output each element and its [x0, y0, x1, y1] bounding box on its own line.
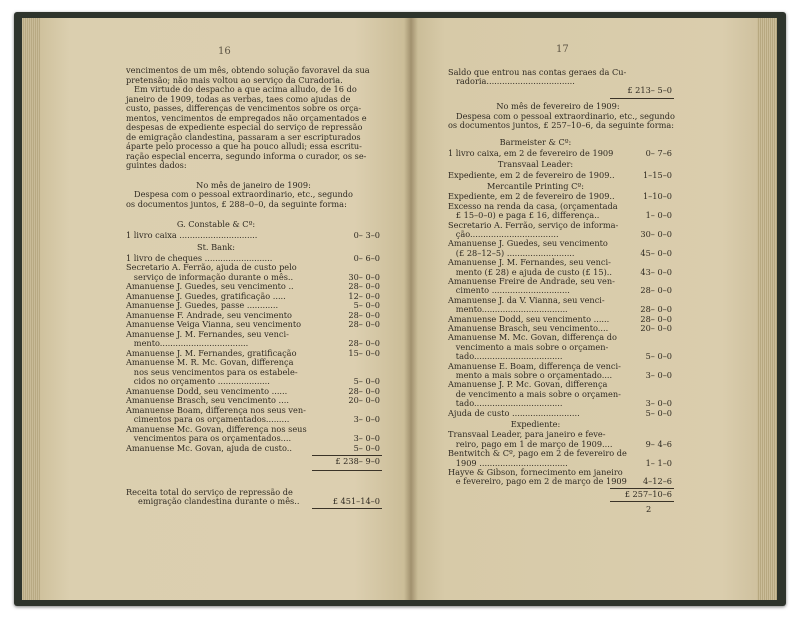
ledger-entry: Secretario A. Ferrão, ajuda de custo pelo — [126, 262, 297, 272]
receita-line: Receita total do serviço de repressão de — [126, 486, 293, 497]
entry-amount: 3– 0–0 — [645, 398, 672, 409]
entry-amount: 0– 6–0 — [353, 252, 380, 263]
paragraph-line: mentos, vencimentos de empregados não orçamentados e — [126, 112, 367, 123]
saldo-amount: £ 213– 5–0 — [627, 84, 672, 95]
paragraph-line: Despesa com o pessoal extraordinario, etc., segundo — [134, 189, 353, 199]
entry-amount: 45– 0–0 — [640, 247, 672, 258]
paragraph-line: os documentos juntos, £ 288–0–0, da seguinte forma: — [126, 198, 347, 209]
entry-amount: 3– 0–0 — [645, 370, 672, 380]
ledger-entry: Bentwitch & Cº, pago em 2 de fevereiro de — [448, 448, 627, 459]
entry-amount: 1– 1–0 — [645, 457, 672, 468]
ledger-entry: (£ 28–12–5) .......................... — [448, 247, 575, 258]
ledger-entry: £ 15–0–0) e paga £ 16, differença.. — [448, 210, 600, 221]
ledger-entry: Amanuense J. Guedes, gratificação ..... — [126, 290, 286, 301]
ledger-entry: mento a mais sobre o orçamentado.... — [448, 370, 613, 380]
entry-amount: 0– 7–6 — [645, 147, 672, 158]
ledger-entry: Amanuense Mc. Govan, differença nos seus — [126, 423, 307, 434]
total-rule — [610, 98, 674, 99]
entry-heading: Expediente: — [510, 419, 561, 429]
ledger-entry: mento................................. — [448, 304, 568, 315]
page-edges-right — [755, 18, 777, 600]
entry-amount: 1– 0–0 — [645, 210, 672, 221]
entry-amount: 28– 0–0 — [348, 338, 380, 348]
ledger-entry: 1909 .................................. — [448, 457, 568, 468]
entry-amount: 28– 0–0 — [348, 309, 380, 320]
ledger-entry: Amanuense J. P. Mc. Govan, differença — [448, 379, 608, 390]
ledger-entry: Expediente, em 2 de fevereiro de 1909.. — [448, 169, 615, 180]
entry-amount: 5– 0–0 — [645, 407, 672, 418]
ledger-entry: Secretario A. Ferrão, serviço de informa- — [448, 219, 619, 230]
entry-amount: 30– 0–0 — [640, 229, 672, 239]
ledger-entry: Excesso na renda da casa, (orçamentada — [448, 200, 618, 211]
entry-amount: 5– 0–0 — [353, 442, 380, 453]
entry-amount: 4–12–6 — [642, 476, 672, 487]
ledger-entry: mento (£ 28) e ajuda de custo (£ 15).. — [448, 266, 612, 277]
ledger-entry: Amanuense Dodd, seu vencimento ...... — [126, 385, 288, 396]
ledger-entry: Amanuense J. Guedes, seu vencimento .. — [126, 281, 294, 291]
ledger-entry: Amanuense J. da V. Vianna, seu venci- — [448, 294, 605, 305]
ledger-entry: Amanuense Mc. Govan, ajuda de custo.. — [126, 442, 292, 453]
paragraph-line: Em virtude do despacho a que acima alludo, de 16 do — [134, 84, 357, 94]
ledger-entry: tado.................................. — [448, 398, 563, 409]
entry-amount: 28– 0–0 — [640, 313, 672, 324]
entry-amount: 20– 0–0 — [640, 323, 672, 333]
ledger-entry: e fevereiro, pago em 2 de março de 1909 — [448, 476, 627, 487]
ledger-entry: Amanuense Dodd, seu vencimento ...... — [448, 313, 610, 324]
ledger-entry: Amanuense J. M. Fernandes, seu venci- — [126, 328, 289, 339]
ledger-entry: Amanuense Brasch, seu vencimento.... — [448, 323, 609, 333]
entry-amount: 1–10–0 — [642, 191, 672, 202]
entry-heading: Mercantile Printing Cº: — [486, 181, 585, 191]
ledger-entry: 1 livro caixa .............................. — [126, 229, 258, 240]
paragraph-line: guintes dados: — [126, 160, 187, 170]
entry-amount: 28– 0–0 — [640, 285, 672, 296]
right-page — [410, 18, 757, 600]
paragraph-line: custo, passes, differenças de vencimentos sobre os orça- — [126, 103, 362, 113]
paragraph-line: ração especial encerra, segundo informa o curador, os se- — [126, 150, 367, 161]
entry-amount: 43– 0–0 — [640, 266, 672, 277]
subtotal-amount: £ 238– 9–0 — [335, 456, 380, 466]
page-number: 16 — [218, 46, 231, 57]
entry-amount: 3– 0–0 — [353, 414, 380, 424]
entry-amount: 5– 0–0 — [645, 351, 672, 362]
paragraph-line: despesas de expediente especial do serviço de repressão — [126, 122, 363, 132]
page-edges-left — [22, 18, 42, 600]
entry-heading: G. Constable & Cº: — [176, 219, 256, 229]
entry-amount: 5– 0–0 — [353, 376, 380, 386]
ledger-entry: tado.................................. — [448, 351, 563, 362]
entry-amount: 5– 0–0 — [353, 300, 380, 310]
paragraph-line: áparte pelo processo a que ha pouco alludi; essa escritu- — [126, 141, 362, 151]
entry-amount: 0– 3–0 — [353, 229, 380, 240]
book-gutter — [404, 18, 418, 600]
saldo-line: Saldo que entrou nas contas geraes da Cu- — [448, 67, 627, 77]
entry-amount: 28– 0–0 — [348, 319, 380, 329]
saldo-line: radoria.................................. — [456, 76, 575, 87]
ledger-entry: Amanuense J. M. Fernandes, gratificação — [126, 347, 297, 358]
paragraph-line: os documentos juntos, £ 257–10–6, da seguinte forma: — [448, 120, 675, 130]
ledger-entry: ção.................................. — [448, 229, 559, 239]
ledger-entry: Hayve & Gibson, fornecimento em janeiro — [448, 467, 623, 477]
ledger-entry: nos seus vencimentos para os estabele- — [126, 366, 298, 377]
entry-amount: 20– 0–0 — [348, 395, 380, 405]
entry-heading: St. Bank: — [197, 242, 235, 252]
ledger-entry: vencimento a mais sobre o orçamen- — [448, 341, 609, 352]
ledger-entry: reiro, pago em 1 de março de 1909.... — [448, 438, 613, 449]
ledger-entry: serviço de informação durante o mês.. — [126, 271, 294, 282]
receita-amount: £ 451–14–0 — [332, 496, 380, 506]
paragraph-line: pretensão; não mais voltou ao serviço da Curadoria. — [126, 74, 343, 85]
ledger-entry: mento.................................. — [126, 338, 249, 348]
ledger-entry: Transvaal Leader, para janeiro e feve- — [448, 429, 606, 440]
entry-amount: 30– 0–0 — [348, 271, 380, 282]
ledger-entry: cimentos para os orçamentados......... — [126, 414, 290, 424]
total-amount: £ 257–10–6 — [624, 488, 672, 499]
ledger-entry: Amanuense Brasch, seu vencimento .... — [126, 395, 289, 405]
paragraph-line: janeiro de 1909, todas as verbas, taes como ajudas de — [126, 93, 351, 104]
ledger-entry: Amanuense F. Andrade, seu vencimento — [126, 309, 292, 320]
ledger-entry: de vencimento a mais sobre o orçamen- — [448, 388, 621, 399]
paragraph-line: Despesa com o pessoal extraordinario, etc., segundo — [456, 110, 675, 121]
paragraph-line: de emigração clandestina, passaram a ser escripturados — [126, 131, 361, 142]
month-heading: No mês de fevereiro de 1909: — [496, 101, 620, 112]
ledger-entry: 1 livro de cheques .......................... — [126, 252, 273, 263]
entry-amount: 28– 0–0 — [348, 385, 380, 396]
ledger-entry: Amanuense M. Mc. Govan, differença do — [448, 332, 617, 343]
entry-amount: 3– 0–0 — [353, 433, 380, 443]
month-heading: No mês de janeiro de 1909: — [196, 179, 311, 190]
entry-heading: Barmeister & Cº: — [499, 137, 572, 148]
ledger-entry: vencimentos para os orçamentados.... — [126, 433, 292, 443]
ledger-entry: Ajuda de custo .......................... — [448, 407, 580, 418]
ledger-entry: Amanuense Boam, differença nos seus ven- — [126, 404, 306, 415]
ledger-entry: Amanuense Freire de Andrade, seu ven- — [448, 276, 615, 286]
ledger-entry: cidos no orçamento .................... — [126, 376, 270, 386]
ledger-entry: Amanuense Veiga Vianna, seu vencimento — [126, 319, 302, 329]
ledger-entry: Amanuense M. R. Mc. Govan, differença — [126, 357, 294, 367]
paragraph-line: vencimentos de um mês, obtendo solução favoravel da sua — [126, 65, 370, 75]
page-number: 17 — [556, 44, 569, 55]
entry-amount: 15– 0–0 — [348, 347, 380, 358]
entry-amount: 9– 4–6 — [645, 438, 672, 449]
total-rule — [610, 501, 674, 502]
entry-amount: 12– 0–0 — [348, 290, 380, 301]
total-rule — [312, 508, 382, 509]
entry-heading: Transvaal Leader: — [497, 159, 574, 170]
receita-line: emigração clandestina durante o mês.. — [138, 496, 300, 506]
ledger-entry: Amanuense J. Guedes, seu vencimento — [448, 238, 608, 249]
ledger-entry: Expediente, em 2 de fevereiro de 1909.. — [448, 191, 615, 202]
entry-amount: 28– 0–0 — [348, 281, 380, 291]
ledger-entry: Amanuense J. Guedes, passe ............ — [126, 300, 279, 310]
ledger-entry: Amanuense J. M. Fernandes, seu venci- — [448, 257, 611, 268]
total-rule — [312, 470, 382, 471]
ledger-entry: cimento .............................. — [448, 285, 570, 296]
left-page — [40, 18, 410, 600]
ledger-entry: Amanuense E. Boam, differença de venci- — [448, 360, 621, 371]
signature-mark: 2 — [646, 504, 652, 515]
ledger-entry: 1 livro caixa, em 2 de fevereiro de 1909 — [448, 147, 614, 158]
entry-amount: 28– 0–0 — [640, 304, 672, 315]
entry-amount: 1–15–0 — [642, 169, 672, 180]
